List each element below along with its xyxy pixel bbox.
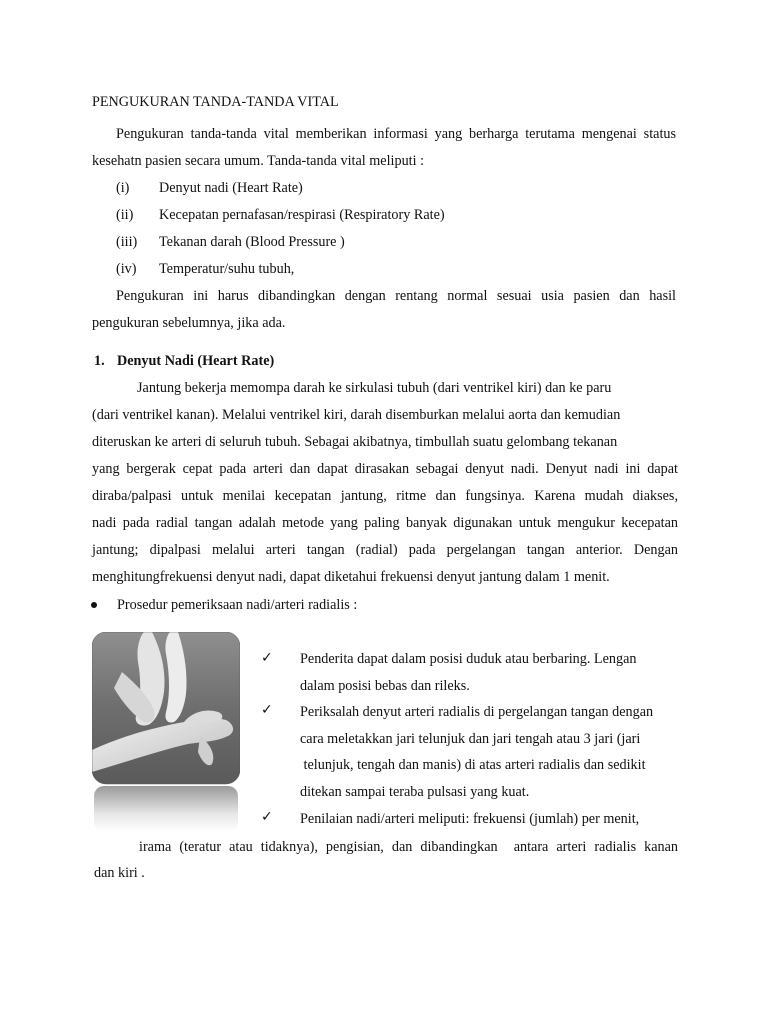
section-number: 1. — [94, 353, 105, 369]
para-line: diteruskan ke arteri di seluruh tubuh. Sebagai akibatnya, timbullah suatu gelombang tekanan — [92, 434, 618, 450]
para-line: (dari ventrikel kanan). Melalui ventrikel kiri, darah disemburkan melalui aorta dan kemudian — [92, 407, 621, 423]
page-title: PENGUKURAN TANDA-TANDA VITAL — [92, 94, 339, 110]
list-item: Kecepatan pernafasan/respirasi (Respiratory Rate) — [159, 207, 445, 223]
check-text: Penilaian nadi/arteri meliputi: frekuensi (jumlah) per menit, — [300, 811, 640, 827]
para-line: nadi pada radial tangan adalah metode yang paling banyak digunakan untuk mengukur kecepatan — [92, 515, 678, 531]
list-item: Temperatur/suhu tubuh, — [159, 261, 295, 277]
intro-line-2: kesehatn pasien secara umum. Tanda-tanda vital meliputi : — [92, 153, 425, 169]
list-num: (ii) — [116, 207, 134, 223]
para-line: jantung; dipalpasi melalui arteri tangan (radial) pada pergelangan tangan anterior. Dengan — [92, 542, 678, 558]
list-item: Denyut nadi (Heart Rate) — [159, 180, 303, 196]
check-icon: ✓ — [261, 702, 273, 718]
list-num: (iii) — [116, 234, 138, 250]
section-heading: Denyut Nadi (Heart Rate) — [117, 353, 275, 369]
list-num: (iv) — [116, 261, 137, 277]
pulse-measurement-photo — [92, 632, 240, 832]
list-item: Tekanan darah (Blood Pressure ) — [159, 234, 345, 250]
intro-line-3: Pengukuran ini harus dibandingkan dengan rentang normal sesuai usia pasien dan hasil — [116, 288, 676, 304]
check-text: ditekan sampai teraba pulsasi yang kuat. — [300, 784, 530, 800]
check-icon: ✓ — [261, 809, 273, 825]
check-text: cara meletakkan jari telunjuk dan jari tengah atau 3 jari (jari — [300, 731, 641, 747]
bullet-icon — [91, 602, 97, 608]
check-icon: ✓ — [261, 650, 273, 666]
bullet-text: Prosedur pemeriksaan nadi/arteri radialis : — [117, 597, 358, 613]
check-text: Periksalah denyut arteri radialis di pergelangan tangan dengan — [300, 704, 654, 720]
para-line: diraba/palpasi untuk menilai kecepatan jantung, ritme dan fungsinya. Karena mudah diakses, — [92, 488, 678, 504]
intro-line-4: pengukuran sebelumnya, jika ada. — [92, 315, 286, 331]
check-text: telunjuk, tengah dan manis) di atas arteri radialis dan sedikit — [300, 757, 646, 773]
check-text: dalam posisi bebas dan rileks. — [300, 678, 470, 694]
intro-line-1: Pengukuran tanda-tanda vital memberikan informasi yang berharga terutama mengenai status — [116, 126, 676, 142]
para-line: menghitungfrekuensi denyut nadi, dapat diketahui frekuensi denyut jantung dalam 1 menit. — [92, 569, 610, 585]
tail-line-2: dan kiri . — [94, 865, 145, 881]
list-num: (i) — [116, 180, 130, 196]
check-text: Penderita dapat dalam posisi duduk atau berbaring. Lengan — [300, 651, 637, 667]
para-line: Jantung bekerja memompa darah ke sirkulasi tubuh (dari ventrikel kiri) dan ke paru — [137, 380, 612, 396]
tail-line-1: irama (teratur atau tidaknya), pengisian, dan dibandingkan antara arteri radialis kanan — [139, 839, 678, 855]
para-line: yang bergerak cepat pada arteri dan dapat dirasakan sebagai denyut nadi. Denyut nadi ini dapat — [92, 461, 678, 477]
